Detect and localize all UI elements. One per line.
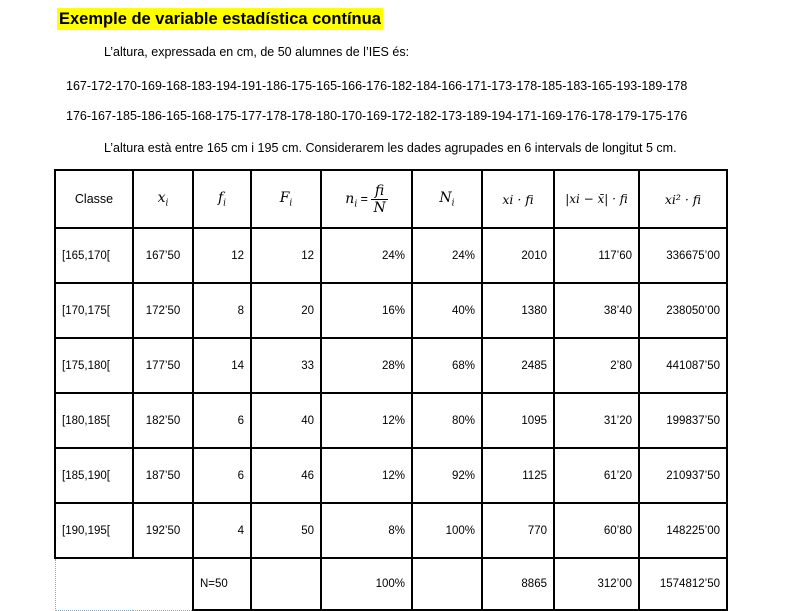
intro-text: L’altura, expressada en cm, de 50 alumnes de l’IES és:	[104, 45, 410, 59]
cell-absdev: 117’60	[554, 228, 639, 283]
cell-Ni: 100%	[412, 503, 482, 558]
cell-absdev: 2’80	[554, 338, 639, 393]
header-x2fi: xi² · fi	[639, 170, 727, 228]
total-ni: 100%	[321, 558, 412, 610]
cell-fi: 6	[193, 393, 251, 448]
cell-classe: [165,170[	[55, 228, 133, 283]
header-xi: $x_i$	[133, 170, 193, 228]
header-xifi: xi · fi	[482, 170, 554, 228]
table-row	[55, 338, 727, 393]
table-row	[55, 283, 727, 338]
empty-cell	[55, 558, 193, 610]
cell-x2fi: 441087’50	[639, 338, 727, 393]
cell-Fi: 20	[251, 283, 321, 338]
cell-x2fi: 199837’50	[639, 393, 727, 448]
cell-ni: 12%	[321, 393, 412, 448]
cell-xifi: 770	[482, 503, 554, 558]
cell-xifi: 1095	[482, 393, 554, 448]
range-text: L’altura està entre 165 cm i 195 cm. Considerarem les dades agrupades en 6 intervals de longitut 5 cm.	[104, 141, 677, 155]
cell-absdev: 61’20	[554, 448, 639, 503]
cell-fi: 14	[193, 338, 251, 393]
cell-xi: 167’50	[133, 228, 193, 283]
total-fi: N=50	[193, 558, 251, 610]
cell-x2fi: 336675’00	[639, 228, 727, 283]
cell-xifi: 1380	[482, 283, 554, 338]
header-classe: Classe	[55, 170, 133, 228]
cell-classe: [175,180[	[55, 338, 133, 393]
header-Ni: $N_i$	[412, 170, 482, 228]
data-line-1: 167-172-170-169-168-183-194-191-186-175-165-166-176-182-184-166-171-173-178-185-183-165-193-189-178	[66, 79, 688, 93]
cell-Fi: 40	[251, 393, 321, 448]
frequency-table	[54, 169, 728, 611]
empty-cell	[251, 558, 321, 610]
empty-cell	[412, 558, 482, 610]
header-Fi: $F_i$	[251, 170, 321, 228]
cell-Ni: 40%	[412, 283, 482, 338]
cell-classe: [185,190[	[55, 448, 133, 503]
cell-xifi: 1125	[482, 448, 554, 503]
cell-ni: 16%	[321, 283, 412, 338]
table-row	[55, 503, 727, 558]
cell-fi: 4	[193, 503, 251, 558]
total-absdev: 312’00	[554, 558, 639, 610]
cell-xi: 187’50	[133, 448, 193, 503]
table-row	[55, 393, 727, 448]
cell-Fi: 50	[251, 503, 321, 558]
cell-Ni: 68%	[412, 338, 482, 393]
header-absdev: |xi − x̄| · fi	[554, 170, 639, 228]
cell-Fi: 46	[251, 448, 321, 503]
cell-ni: 8%	[321, 503, 412, 558]
cell-xi: 172’50	[133, 283, 193, 338]
cell-absdev: 31’20	[554, 393, 639, 448]
cell-classe: [190,195[	[55, 503, 133, 558]
cell-xifi: 2010	[482, 228, 554, 283]
cell-fi: 12	[193, 228, 251, 283]
cell-xi: 182’50	[133, 393, 193, 448]
cell-xi: 177’50	[133, 338, 193, 393]
cell-Ni: 92%	[412, 448, 482, 503]
page-title: Exemple de variable estadística contínua	[59, 10, 381, 28]
cell-absdev: 38’40	[554, 283, 639, 338]
cell-absdev: 60’80	[554, 503, 639, 558]
header-fi: $f_i$	[193, 170, 251, 228]
cell-ni: 12%	[321, 448, 412, 503]
cell-x2fi: 210937’50	[639, 448, 727, 503]
cell-fi: 8	[193, 283, 251, 338]
cell-Fi: 33	[251, 338, 321, 393]
cell-classe: [170,175[	[55, 283, 133, 338]
cell-x2fi: 238050’00	[639, 283, 727, 338]
cell-Ni: 24%	[412, 228, 482, 283]
cell-xifi: 2485	[482, 338, 554, 393]
table-row	[55, 228, 727, 283]
header-ni: $n_i$ = $\frac{fi}{N}$	[321, 170, 412, 228]
cell-ni: 28%	[321, 338, 412, 393]
total-x2fi: 1574812’50	[639, 558, 727, 610]
total-xifi: 8865	[482, 558, 554, 610]
table-row	[55, 448, 727, 503]
table-header-row	[55, 170, 727, 228]
totals-row	[55, 558, 727, 610]
cell-classe: [180,185[	[55, 393, 133, 448]
cell-Ni: 80%	[412, 393, 482, 448]
data-line-2: 176-167-185-186-165-168-175-177-178-178-180-170-169-172-182-173-189-194-171-169-176-178-179-175-176	[66, 109, 688, 123]
cell-x2fi: 148225’00	[639, 503, 727, 558]
cell-Fi: 12	[251, 228, 321, 283]
cell-xi: 192’50	[133, 503, 193, 558]
cell-fi: 6	[193, 448, 251, 503]
cell-ni: 24%	[321, 228, 412, 283]
